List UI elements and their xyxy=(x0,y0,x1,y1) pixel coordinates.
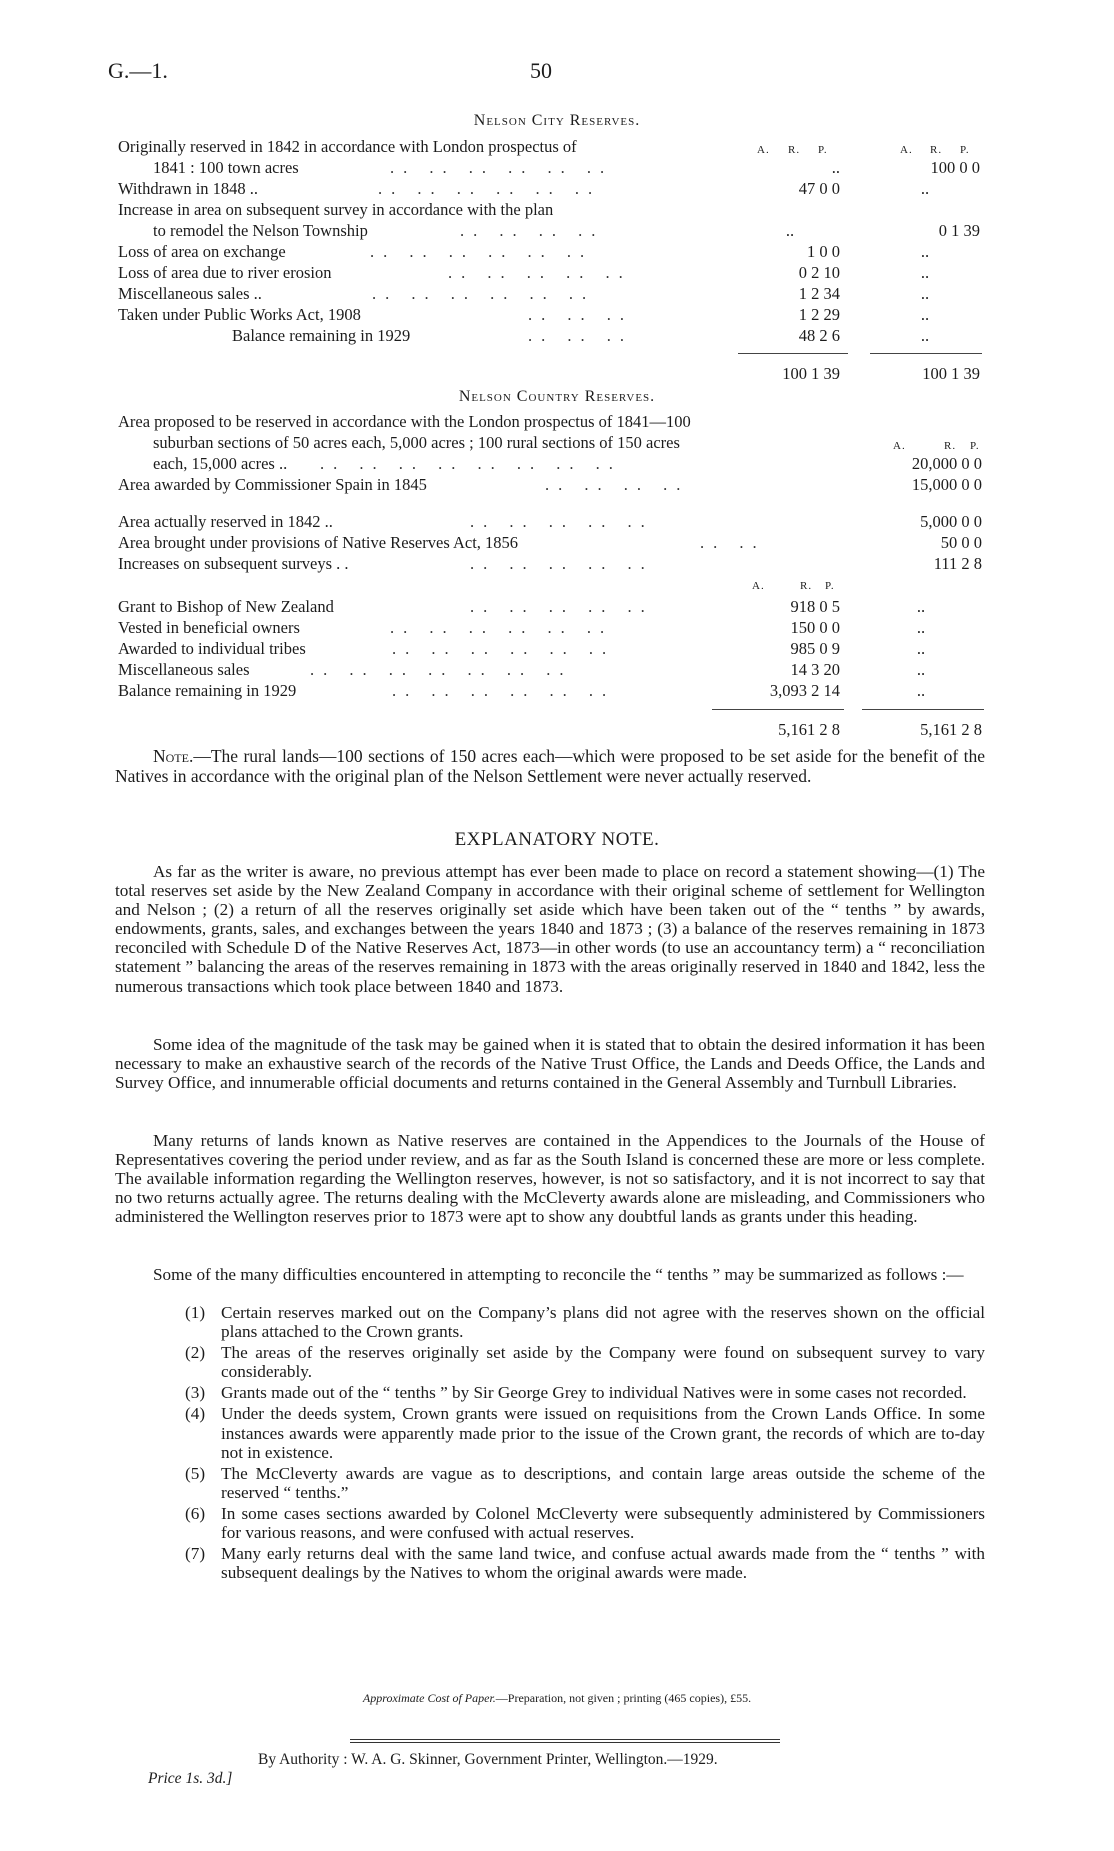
leader-dots: .. .. .. .. xyxy=(460,221,605,240)
country-row-col-a: 918 0 5 xyxy=(790,597,840,616)
country-row-col-b: .. xyxy=(916,639,926,658)
country-row-col-b: 5,000 0 0 xyxy=(920,512,982,531)
item-number: (2) xyxy=(185,1343,206,1363)
city-row-col-a: 0 2 10 xyxy=(798,263,840,282)
city-row-label: Balance remaining in 1929 xyxy=(232,326,411,345)
leader-dots: .. .. .. .. .. xyxy=(470,512,654,531)
item-text: Certain reserves marked out on the Company’s plans did not agree with the reserves shown on the official plans attached to the Crown grants. xyxy=(221,1303,985,1342)
city-row-col-b: .. xyxy=(920,284,930,303)
country-row-label: Area actually reserved in 1842 .. xyxy=(118,512,333,531)
list-item xyxy=(185,1383,985,1402)
col-b-perches-header: P. xyxy=(960,144,970,156)
leader-dots: .. .. .. xyxy=(528,305,633,324)
col-a-roods-header: R. xyxy=(788,144,801,156)
subtotal-rule xyxy=(862,709,984,710)
country-row-label: Balance remaining in 1929 xyxy=(118,681,297,700)
city-row-col-a: 1 2 29 xyxy=(798,305,840,324)
cost-label: Approximate Cost of Paper. xyxy=(362,1691,496,1705)
city-row-col-b: 0 1 39 xyxy=(938,221,980,240)
city-row-label: Increase in area on subsequent survey in accordance with the plan xyxy=(118,200,554,219)
country-row-col-a: 985 0 9 xyxy=(790,639,840,658)
leader-dots: .. .. .. .. .. .. xyxy=(392,639,616,658)
country-row-col-a: 3,093 2 14 xyxy=(769,681,840,700)
item-number: (3) xyxy=(185,1383,206,1403)
col-b-roods-header: R. xyxy=(930,144,943,156)
country-row-label: Area brought under provisions of Native Reserves Act, 1856 xyxy=(118,533,519,552)
item-text: Many early returns deal with the same land twice, and confuse actual awards made from the “ tenths ” with subsequent dealings by the Natives to whom the original awards were made. xyxy=(221,1544,985,1583)
col-a-perches-header: P. xyxy=(818,144,828,156)
country-total-col-a: 5,161 2 8 xyxy=(778,720,840,739)
list-item xyxy=(185,1504,985,1542)
item-number: (4) xyxy=(185,1404,206,1424)
explanatory-paragraph: Some idea of the magnitude of the task may be gained when it is stated that to obtain the desired information it has been necessary to make an exhaustive search of the records of the Native Trust Office, the Lands and Deeds Office, the Lands and Survey Office, and innumerable official documents and returns contained in the General Assembly and Turnbull Libraries. xyxy=(115,1035,985,1093)
country-total-col-b: 5,161 2 8 xyxy=(920,720,982,739)
country-row-label: Area awarded by Commissioner Spain in 1845 xyxy=(118,475,427,494)
nelson-country-title: Nelson Country Reserves. xyxy=(458,388,656,405)
country-row-col-a: 14 3 20 xyxy=(790,660,840,679)
item-text: Grants made out of the “ tenths ” by Sir George Grey to individual Natives were in some cases not recorded. xyxy=(221,1383,967,1403)
city-row-col-a: .. xyxy=(785,221,795,240)
difficulties-list xyxy=(185,1303,985,1584)
city-row-col-b: .. xyxy=(920,242,930,261)
list-item xyxy=(185,1404,985,1461)
city-row-label: to remodel the Nelson Township xyxy=(153,221,368,240)
item-number: (7) xyxy=(185,1544,206,1564)
country-row-col-b: .. xyxy=(916,681,926,700)
col-a-acres-header: A. xyxy=(757,144,770,156)
item-text: Under the deeds system, Crown grants were issued on requisitions from the Crown Lands Office. In some instances awards were apparently made prior to the issue of the Crown grant, the records of which are to-day not in existence. xyxy=(221,1404,985,1462)
leader-dots: .. .. .. .. .. .. .. xyxy=(310,660,573,679)
subtotal-rule xyxy=(738,353,848,354)
page-number: 50 xyxy=(530,58,552,83)
country-row-label: Grant to Bishop of New Zealand xyxy=(118,597,334,616)
country-row-col-b: .. xyxy=(916,618,926,637)
price: Price 1s. 3d.] xyxy=(148,1770,233,1787)
leader-dots: .. .. .. .. .. .. xyxy=(378,179,602,198)
country-row-col-b: 50 0 0 xyxy=(940,533,982,552)
rural-lands-note xyxy=(115,746,985,786)
city-total-col-a: 100 1 39 xyxy=(782,364,840,383)
country-row-label: Increases on subsequent surveys . . xyxy=(118,554,349,573)
country-row-col-b: 111 2 8 xyxy=(933,554,982,573)
leader-dots: .. .. .. .. .. .. xyxy=(372,284,596,303)
country-a-acres-header: A. xyxy=(752,580,765,592)
subtotal-rule xyxy=(870,353,982,354)
approximate-cost xyxy=(0,1691,1114,1706)
leader-dots: .. .. .. .. .. .. xyxy=(390,618,614,637)
country-row-col-b: 15,000 0 0 xyxy=(911,475,982,494)
city-row-col-b: 100 0 0 xyxy=(930,158,980,177)
country-b-roods-header: R. xyxy=(944,440,957,452)
country-b-perches-header: P. xyxy=(970,440,980,452)
country-row-col-b: .. xyxy=(916,597,926,616)
document-reference: G.—1. xyxy=(108,58,168,83)
country-row-label: Area proposed to be reserved in accordance with the London prospectus of 1841—100 xyxy=(118,412,691,431)
leader-dots: .. .. .. .. xyxy=(545,475,690,494)
city-row-col-b: .. xyxy=(920,326,930,345)
item-text: The McCleverty awards are vague as to descriptions, and contain large areas outside the scheme of the reserved “ tenths.” xyxy=(221,1463,985,1502)
city-row-label: 1841 : 100 town acres xyxy=(153,158,299,177)
printer-authority: By Authority : W. A. G. Skinner, Government Printer, Wellington.—1929. xyxy=(258,1751,718,1768)
nelson-city-title: Nelson City Reserves. xyxy=(473,112,641,129)
city-row-col-b: .. xyxy=(920,263,930,282)
city-row-col-a: .. xyxy=(831,158,840,177)
leader-dots: .. .. .. .. .. .. xyxy=(390,158,614,177)
leader-dots: .. .. .. .. .. .. .. .. xyxy=(320,454,622,473)
explanatory-paragraph: Some of the many difficulties encountered in attempting to reconcile the “ tenths ” may be summarized as follows :— xyxy=(153,1265,964,1284)
leader-dots: .. .. .. .. .. xyxy=(448,263,632,282)
city-row-col-a: 48 2 6 xyxy=(798,326,840,345)
city-row-col-b: .. xyxy=(920,305,930,324)
country-row-label: Awarded to individual tribes xyxy=(118,639,306,658)
explanatory-paragraph: As far as the writer is aware, no previous attempt has ever been made to place on record a statement showing—(1) The total reserves set aside by the New Zealand Company in accordance with their original scheme of settlement for Wellington and Nelson ; (2) a return of all the reserves originally set aside which have been taken out of the “ tenths ” by awards, endowments, grants, sales, and exchanges between the years 1840 and 1873 ; (3) a balance of the reserves remaining in 1873 reconciled with Schedule D of the Native Reserves Act, 1873—in other words (to use an accountancy term) a “ reconciliation statement ” balancing the areas of the reserves remaining in 1873 with the areas originally reserved in 1840 and 1842, less the numerous transactions which took place between 1840 and 1873. xyxy=(115,862,985,996)
city-total-col-b: 100 1 39 xyxy=(922,364,980,383)
leader-dots: .. .. .. .. .. .. xyxy=(392,681,616,700)
explanatory-paragraph: Many returns of lands known as Native reserves are contained in the Appendices to the Journals of the House of Representatives covering the period under review, and as far as the South Island is concerned these are more or less complete. The available information regarding the Wellington reserves, however, is not so satisfactory, and it is not incorrect to say that no two returns actually agree. The returns dealing with the McCleverty awards alone are misleading, and Commissioners who administered the Wellington reserves prior to 1873 were apt to show any doubtful lands as grants under this heading. xyxy=(115,1131,985,1227)
country-a-roods-header: R. xyxy=(800,580,813,592)
city-row-label: Taken under Public Works Act, 1908 xyxy=(118,305,361,324)
country-row-col-b: .. xyxy=(916,660,926,679)
country-row-label: suburban sections of 50 acres each, 5,000 acres ; 100 rural sections of 150 acres xyxy=(153,433,680,452)
footer-rule xyxy=(350,1739,780,1740)
list-item xyxy=(185,1303,985,1341)
col-b-acres-header: A. xyxy=(900,144,913,156)
country-row-col-a: 150 0 0 xyxy=(790,618,840,637)
cost-text: —Preparation, not given ; printing (465 copies), £55. xyxy=(495,1691,752,1705)
subtotal-rule xyxy=(712,709,844,710)
country-a-perches-header: P. xyxy=(825,580,835,592)
leader-dots: .. .. .. .. .. .. xyxy=(370,242,594,261)
item-number: (1) xyxy=(185,1303,206,1322)
city-row-col-a: 1 2 34 xyxy=(798,284,840,303)
explanatory-heading: EXPLANATORY NOTE. xyxy=(454,829,660,850)
item-text: In some cases sections awarded by Colonel McCleverty were subsequently administered by Commissioners for various reasons, and were confused with actual reserves. xyxy=(221,1503,985,1543)
item-number: (6) xyxy=(185,1503,206,1523)
city-row-label: Miscellaneous sales .. xyxy=(118,284,262,303)
city-row-col-a: 1 0 0 xyxy=(807,242,840,261)
leader-dots: .. .. .. xyxy=(528,326,633,345)
note-text: —The rural lands—100 sections of 150 acres each—which were proposed to be set aside for the benefit of the Natives in accordance with the original plan of the Nelson Settlement were never actually reserved. xyxy=(115,746,985,786)
country-b-acres-header: A. xyxy=(893,440,906,452)
city-row-label: Withdrawn in 1848 .. xyxy=(118,179,259,198)
list-item xyxy=(185,1464,985,1502)
city-row-label: Loss of area due to river erosion xyxy=(118,263,332,282)
list-item xyxy=(185,1343,985,1381)
footer-rule xyxy=(350,1742,780,1743)
city-row-col-a: 47 0 0 xyxy=(798,179,840,198)
item-text: The areas of the reserves originally set aside by the Company were found on subsequent survey to vary considerably. xyxy=(221,1343,985,1382)
leader-dots: .. .. xyxy=(700,533,766,552)
city-row-label: Originally reserved in 1842 in accordance with London prospectus of xyxy=(118,137,577,156)
country-row-label: each, 15,000 acres .. xyxy=(153,454,288,473)
leader-dots: .. .. .. .. .. xyxy=(470,597,654,616)
city-row-col-b: .. xyxy=(920,179,930,198)
note-label: Note. xyxy=(153,746,194,766)
city-row-label: Loss of area on exchange xyxy=(118,242,286,261)
leader-dots: .. .. .. .. .. xyxy=(470,554,654,573)
country-row-col-b: 20,000 0 0 xyxy=(911,454,982,473)
item-number: (5) xyxy=(185,1463,206,1483)
country-row-label: Vested in beneficial owners xyxy=(118,618,300,637)
country-row-label: Miscellaneous sales xyxy=(118,660,250,679)
list-item xyxy=(185,1544,985,1582)
